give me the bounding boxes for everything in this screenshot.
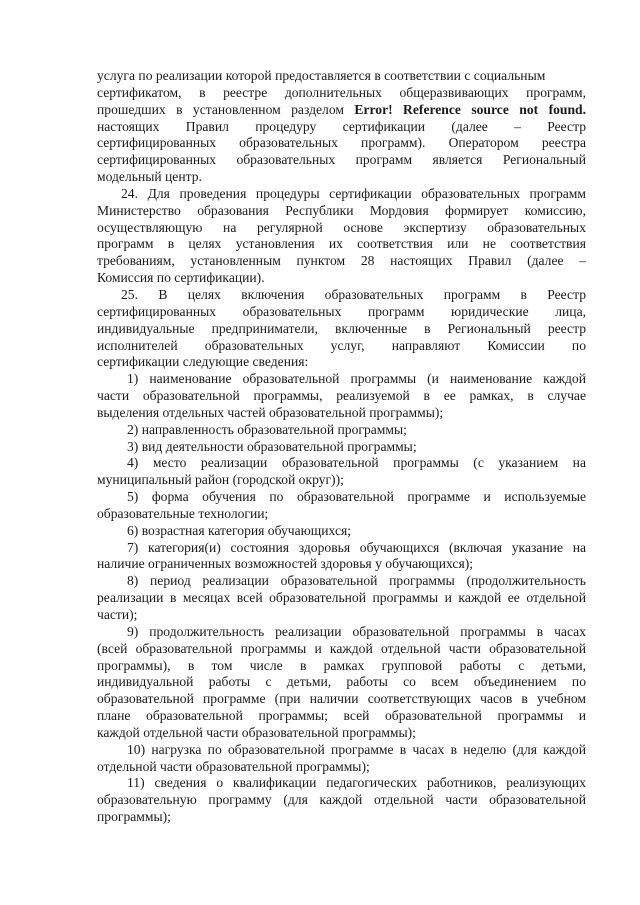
paragraph-item-9 xyxy=(97,624,586,742)
text-segment: прошедших в установленном разделом xyxy=(97,101,355,117)
text-line: части образовательной программы, реализуемой в ее рамках, в случае xyxy=(97,388,586,404)
text-line: 10) нагрузка по образовательной программе в часах в неделю (для каждой xyxy=(127,741,586,757)
text-line: 8) период реализации образовательной программы (продолжительность xyxy=(127,573,586,589)
text-line: 24. Для проведения процедуры сертификации образовательных программ xyxy=(121,185,586,201)
text-line: 25. В целях включения образовательных программ в Реестр xyxy=(121,286,586,302)
text-line: наличие ограниченных возможностей здоровья у обучающихся); xyxy=(97,556,474,572)
text-line: 11) сведения о квалификации педагогических работников, реализующих xyxy=(127,775,586,791)
text-line xyxy=(97,102,586,119)
text-line: реализации в месяцах всей образовательной программы и каждой ее отдельной xyxy=(97,590,586,606)
text-line: образовательной программе (при наличии соответствующих часов в учебном xyxy=(97,691,586,707)
paragraph-item-8 xyxy=(97,573,586,624)
paragraph-item-1 xyxy=(97,371,586,422)
text-line: требованиям, установленным пунктом 28 настоящих Правил (далее – xyxy=(97,253,586,269)
reference-error-text: Error! Reference source not found. xyxy=(354,101,586,117)
text-line: выделения отдельных частей образовательной программы); xyxy=(97,404,444,420)
paragraph-item-7 xyxy=(97,540,586,574)
text-line: индивидуальной работы с детьми, работы со всем объединением по xyxy=(97,674,586,690)
paragraph-p-24 xyxy=(97,186,586,287)
text-line: 9) продолжительность реализации образовательной программы в часах xyxy=(127,623,586,639)
text-line: образовательную программу (для каждой отдельной части образовательной xyxy=(97,792,586,808)
text-line: настоящих Правил процедуру сертификации (далее – Реестр xyxy=(97,118,586,134)
text-line: части); xyxy=(97,607,138,622)
paragraph-p-25 xyxy=(97,287,586,371)
text-line: осуществляющую на регулярной основе экспертизу образовательных xyxy=(97,219,586,235)
paragraph-item-10 xyxy=(97,742,586,776)
text-line: 7) категория(и) состояния здоровья обучающихся (включая указание на xyxy=(127,539,586,555)
text-line: программ в целях установления их соответствия или не соответствия xyxy=(97,236,586,252)
text-line: индивидуальные предприниматели, включенные в Региональный реестр xyxy=(97,320,586,336)
text-line: 3) вид деятельности образовательной программы; xyxy=(127,438,417,454)
paragraph-item-2 xyxy=(97,422,586,439)
text-line: модельный центр. xyxy=(97,169,202,185)
text-line: плане образовательной программы; всей образовательной программы и xyxy=(97,708,586,724)
paragraph-item-4 xyxy=(97,455,586,489)
text-line: образовательные технологии; xyxy=(97,505,269,521)
text-line: 2) направленность образовательной программы; xyxy=(127,421,407,437)
text-line: отдельной части образовательной программы); xyxy=(97,758,370,774)
paragraph-item-6 xyxy=(97,523,586,540)
text-line: муниципальный район (городской округ)); xyxy=(97,472,344,488)
text-line: сертификатом, в реестре дополнительных общеразвивающих программ, xyxy=(97,84,586,100)
paragraph-item-5 xyxy=(97,489,586,523)
text-line: сертифицированных образовательных программ является Региональный xyxy=(97,152,586,168)
text-line: 4) место реализации образовательной программы (с указанием на xyxy=(127,455,586,471)
text-line: исполнителей образовательных услуг, направляют Комиссии по xyxy=(97,337,586,353)
text-line: 6) возрастная категория обучающихся; xyxy=(127,522,352,538)
text-line: 5) форма обучения по образовательной программе и используемые xyxy=(127,489,586,505)
text-line: каждой отдельной части образовательной программы); xyxy=(97,724,416,740)
text-line: сертификации следующие сведения: xyxy=(97,354,309,370)
text-line: программы), в том числе в рамках групповой работы с детьми, xyxy=(97,657,586,673)
text-line: сертифицированных образовательных программ). Оператором реестра xyxy=(97,135,586,151)
text-line: Комиссия по сертификации). xyxy=(97,270,265,286)
paragraph-p-cont xyxy=(97,68,586,186)
paragraph-item-3 xyxy=(97,439,586,456)
text-line: программы); xyxy=(97,809,171,825)
text-line: 1) наименование образовательной программы (и наименование каждой xyxy=(127,371,586,387)
paragraph-item-11 xyxy=(97,775,586,826)
text-line: (всей образовательной программы и каждой отдельной части образовательной xyxy=(97,640,586,656)
document-page xyxy=(97,68,586,826)
text-line: сертифицированных образовательных программ юридические лица, xyxy=(97,303,586,319)
text-line: услуга по реализации которой предоставляется в соответствии с социальным xyxy=(97,68,546,83)
text-line: Министерство образования Республики Мордовия формирует комиссию, xyxy=(97,202,586,218)
